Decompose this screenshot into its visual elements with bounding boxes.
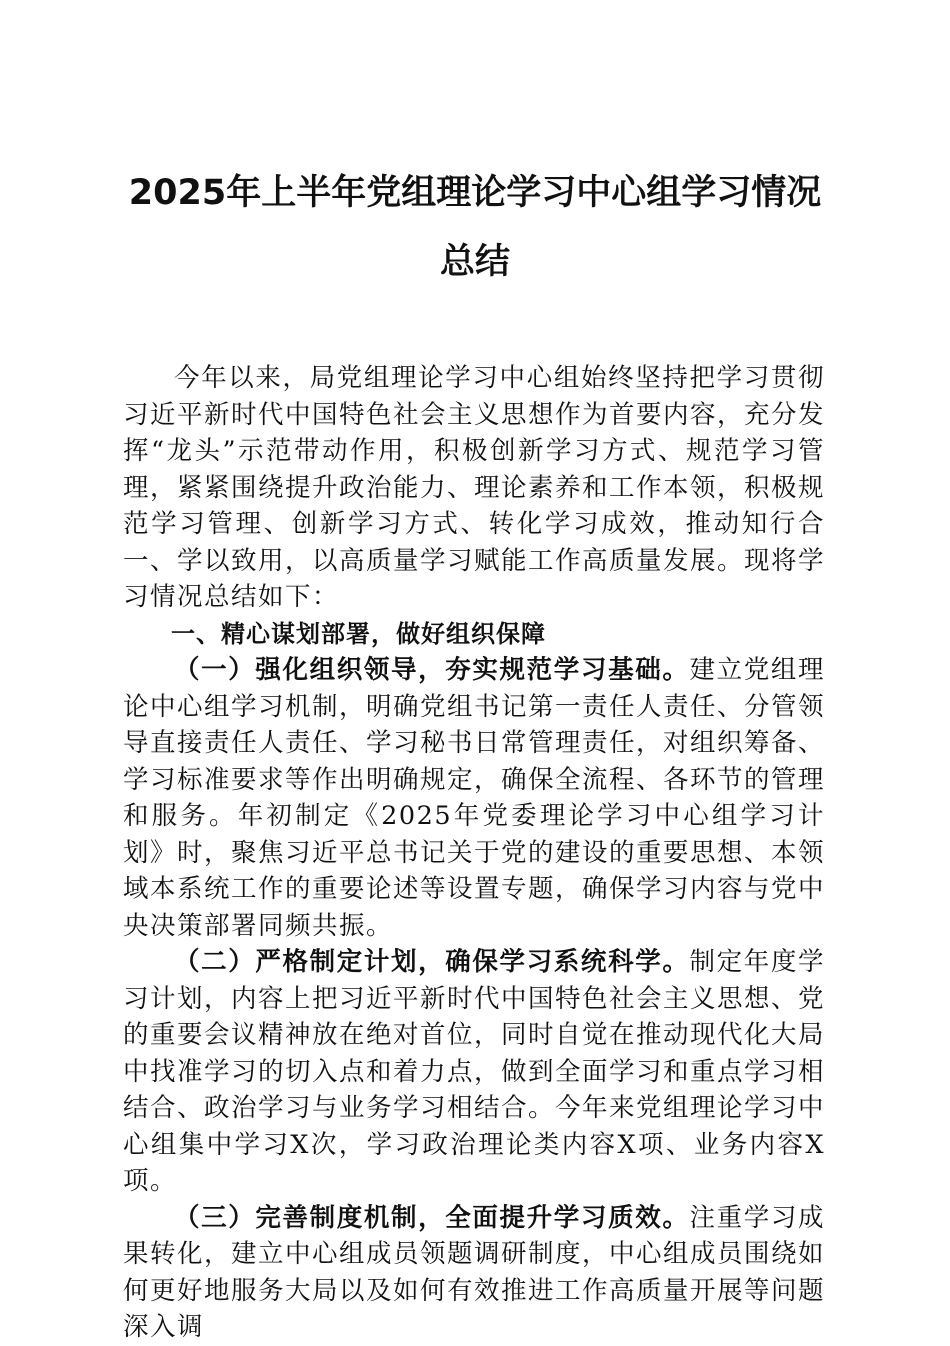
document-body [123, 360, 825, 1346]
document-title-line-2: 总结 [439, 242, 510, 282]
paragraph-1 [123, 652, 825, 944]
paragraph-2-lead: （二）严格制定计划，确保学习系统科学。 [174, 947, 690, 977]
intro-paragraph: 今年以来，局党组理论学习中心组始终坚持把学习贯彻习近平新时代中国特色社会主义思想作为首要内容，充分发挥“龙头”示范带动作用，积极创新学习方式、规范学习管理，紧紧围绕提升政治能力、理论素养和工作本领，积极规范学习管理、创新学习方式、转化学习成效，推动知行合一、学以致用，以高质量学习赋能工作高质量发展。现将学习情况总结如下： [123, 363, 826, 612]
paragraph-2-body: 制定年度学习计划，内容上把习近平新时代中国特色社会主义思想、党的重要会议精神放在绝对首位，同时自觉在推动现代化大局中找准学习的切入点和着力点，做到全面学习和重点学习相结合、政治学习与业务学习相结合。今年来党组理论学习中心组集中学习X次，学习政治理论类内容X项、业务内容X项。 [123, 947, 826, 1196]
paragraph-1-body: 建立党组理论中心组学习机制，明确党组书记第一责任人责任、分管领导直接责任人责任、学习秘书日常管理责任，对组织筹备、学习标准要求等作出明确规定，确保全流程、各环节的管理和服务。年初制定《2025年党委理论学习中心组学习计划》时，聚焦习近平总书记关于党的建设的重要思想、本领域本系统工作的重要论述等设置专题，确保学习内容与党中央决策部署同频共振。 [123, 655, 826, 941]
document-title-line-1: 2025年上半年党组理论学习中心组学习情况 [128, 173, 822, 213]
paragraph-2 [123, 944, 825, 1200]
paragraph-3-body: 注重学习成果转化，建立中心组成员领题调研制度，中心组成员围绕如何更好地服务大局以及如何有效推进工作高质量开展等问题深入调 [123, 1202, 826, 1342]
paragraph-3 [123, 1200, 825, 1346]
paragraph-3-lead: （三）完善制度机制，全面提升学习质效。 [174, 1202, 690, 1233]
paragraph-1-lead: （一）强化组织领导，夯实规范学习基础。 [174, 655, 690, 685]
section-heading-1: 一、精心谋划部署，做好组织保障 [171, 619, 546, 648]
